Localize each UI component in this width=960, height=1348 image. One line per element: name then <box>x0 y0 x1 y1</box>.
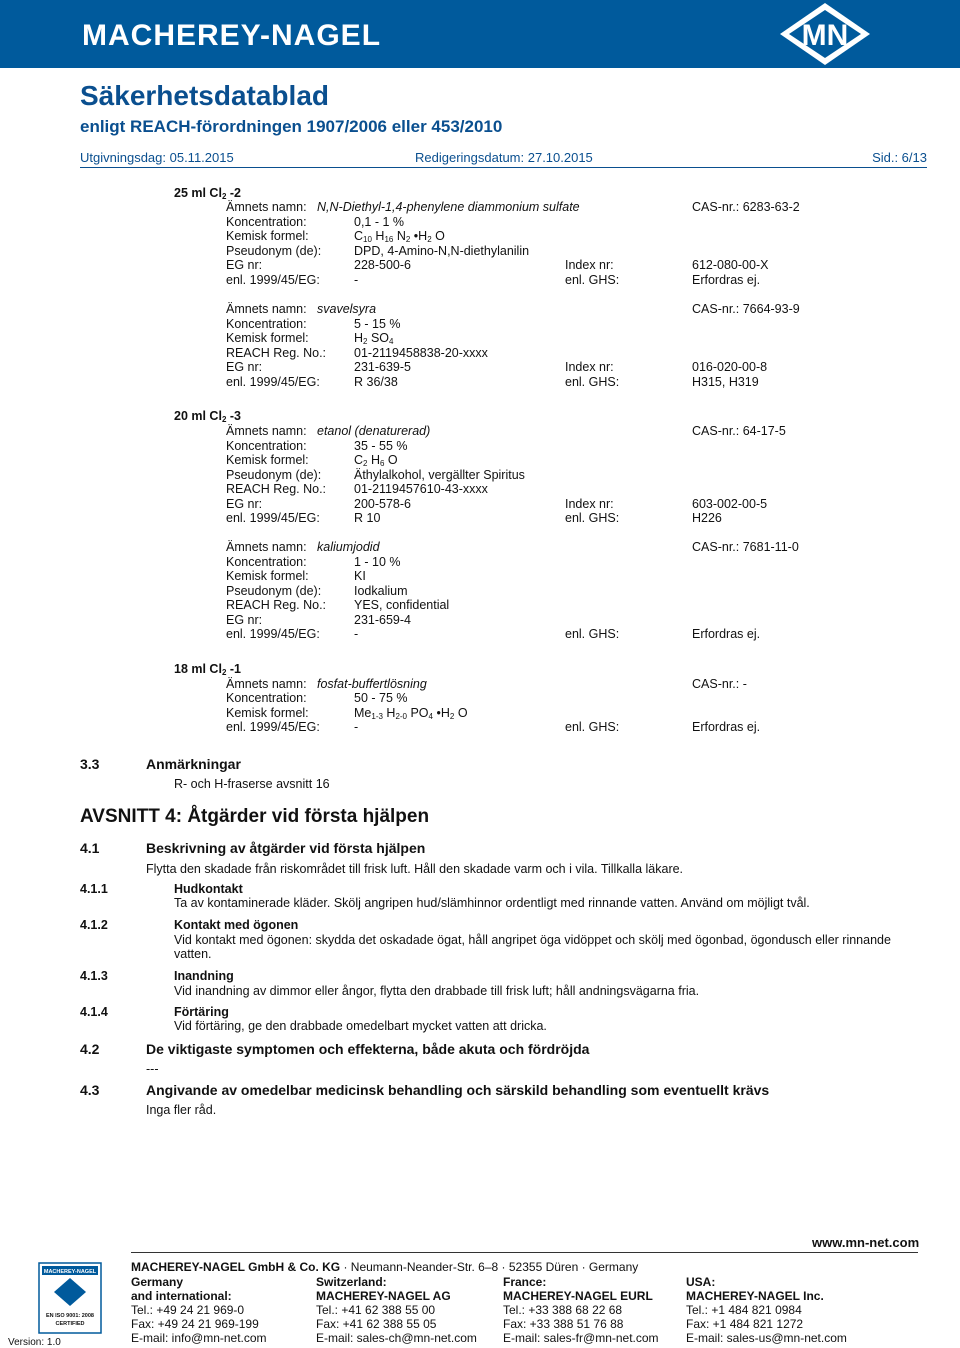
pseudonym-value: Iodkalium <box>354 584 408 598</box>
label-formula: Kemisk formel: <box>226 331 309 345</box>
cas-number: CAS-nr.: - <box>692 677 747 691</box>
subsection-text: Vid kontakt med ögonen: skydda det oskadade ögat, håll angripet öga vidöppet och skölj med ögonbad, ögondusch eller rinnande <box>174 933 891 947</box>
ghs-value: Erfordras ej. <box>692 273 761 287</box>
label-pseudonym: Pseudonym (de): <box>226 584 322 598</box>
subsection-title: Förtäring <box>174 1005 229 1019</box>
label-concentration: Koncentration: <box>226 439 307 453</box>
section-title: Angivande av omedelbar medicinsk behandling och särskild behandling som eventuellt krävs <box>146 1082 770 1098</box>
label-ghs: enl. GHS: <box>565 720 620 734</box>
footer-de-tel: Tel.: +49 24 21 969-0 <box>131 1303 245 1317</box>
footer-us-subheading: MACHEREY-NAGEL Inc. <box>686 1289 824 1303</box>
iso-certificate-icon <box>38 1262 102 1334</box>
footer-ch-email[interactable]: E-mail: sales-ch@mn-net.com <box>316 1331 477 1345</box>
eg-value: 200-578-6 <box>354 497 411 511</box>
label-name: Ämnets namn: <box>226 540 307 554</box>
formula-value: $C_{10}$ $H_{16}$ $N_2$ $•H_2$ O <box>354 229 445 244</box>
group-heading: 20 ml $Cl_2$ -3 <box>174 409 241 424</box>
svg-text:MACHEREY-NAGEL: MACHEREY-NAGEL <box>43 1269 97 1275</box>
label-pseudonym: Pseudonym (de): <box>226 244 322 258</box>
issue-date: Utgivningsdag: 05.11.2015 <box>80 150 234 165</box>
label-name: Ämnets namn: <box>226 200 307 214</box>
substance-name: etanol (denaturerad) <box>317 424 431 438</box>
r-phrase-value: - <box>354 273 359 287</box>
footer-us-email[interactable]: E-mail: sales-us@mn-net.com <box>686 1331 847 1345</box>
label-eg: EG nr: <box>226 497 263 511</box>
section-text: R- och H-fraserse avsnitt 16 <box>174 777 330 791</box>
concentration-value: 0,1 - 1 % <box>354 215 405 229</box>
footer-ch-fax: Fax: +41 62 388 55 05 <box>316 1317 437 1331</box>
label-1999: enl. 1999/45/EG: <box>226 627 320 641</box>
cas-number: CAS-nr.: 64-17-5 <box>692 424 786 438</box>
document-title: Säkerhetsdatablad <box>80 80 329 111</box>
footer-de-fax: Fax: +49 24 21 969-199 <box>131 1317 259 1331</box>
label-index: Index nr: <box>565 497 614 511</box>
label-1999: enl. 1999/45/EG: <box>226 511 320 525</box>
footer-fr-heading: France: <box>503 1275 547 1289</box>
label-formula: Kemisk formel: <box>226 229 309 243</box>
r-phrase-value: - <box>354 627 359 641</box>
footer-fr-tel: Tel.: +33 388 68 22 68 <box>503 1303 623 1317</box>
cas-number: CAS-nr.: 7664-93-9 <box>692 302 800 316</box>
label-formula: Kemisk formel: <box>226 453 309 467</box>
footer-de-subheading: and international: <box>131 1289 232 1303</box>
footer-de-heading: Germany <box>131 1275 184 1289</box>
section-title: Anmärkningar <box>146 756 241 772</box>
subsection-title: Kontakt med ögonen <box>174 918 299 932</box>
brand-name: MACHEREY-NAGEL <box>82 19 382 52</box>
cas-number: CAS-nr.: 7681-11-0 <box>692 540 799 554</box>
document-subtitle: enligt REACH-förordningen 1907/2006 eller 453/2010 <box>80 117 503 136</box>
subsection-text: vatten. <box>174 947 212 961</box>
avsnitt-heading: AVSNITT 4: Åtgärder vid första hjälpen <box>80 806 430 827</box>
label-eg: EG nr: <box>226 360 263 374</box>
formula-value: KI <box>354 569 366 583</box>
footer-ch-heading: Switzerland: <box>316 1275 387 1289</box>
concentration-value: 35 - 55 % <box>354 439 408 453</box>
footer-website[interactable]: www.mn-net.com <box>812 1235 920 1250</box>
index-value: 612-080-00-X <box>692 258 769 272</box>
ghs-value: H226 <box>692 511 722 525</box>
r-phrase-value: - <box>354 720 359 734</box>
label-reach: REACH Reg. No.: <box>226 482 327 496</box>
label-1999: enl. 1999/45/EG: <box>226 720 320 734</box>
label-formula: Kemisk formel: <box>226 569 309 583</box>
footer-fr-subheading: MACHEREY-NAGEL EURL <box>503 1289 653 1303</box>
section-number: 4.3 <box>80 1082 100 1098</box>
subsection-number: 4.1.1 <box>80 882 108 896</box>
pseudonym-value: Äthylalkohol, vergällter Spiritus <box>354 468 525 482</box>
footer-fr-email[interactable]: E-mail: sales-fr@mn-net.com <box>503 1331 659 1345</box>
substance-name: fosfat-buffertlösning <box>317 677 427 691</box>
ghs-value: Erfordras ej. <box>692 627 761 641</box>
formula-value: $C_2$ $H_6$ O <box>354 453 398 468</box>
eg-value: 231-639-5 <box>354 360 411 374</box>
reach-value: 01-2119458838-20-xxxx <box>354 346 488 360</box>
eg-value: 228-500-6 <box>354 258 411 272</box>
pseudonym-value: DPD, 4-Amino-N,N-diethylanilin <box>354 244 530 258</box>
label-name: Ämnets namn: <box>226 677 307 691</box>
eg-value: 231-659-4 <box>354 613 411 627</box>
group-heading: 18 ml $Cl_2$ -1 <box>174 662 241 677</box>
cas-number: CAS-nr.: 6283-63-2 <box>692 200 800 214</box>
index-value: 603-002-00-5 <box>692 497 768 511</box>
concentration-value: 5 - 15 % <box>354 317 401 331</box>
label-1999: enl. 1999/45/EG: <box>226 375 320 389</box>
footer-us-heading: USA: <box>686 1275 716 1289</box>
label-concentration: Koncentration: <box>226 555 307 569</box>
svg-text:EN ISO 9001: 2008: EN ISO 9001: 2008 <box>45 1313 95 1319</box>
footer-ch-subheading: MACHEREY-NAGEL AG <box>316 1289 451 1303</box>
label-index: Index nr: <box>565 360 614 374</box>
reach-value: YES, confidential <box>354 598 450 612</box>
concentration-value: 50 - 75 % <box>354 691 408 705</box>
page-number: Sid.: 6/13 <box>872 150 927 165</box>
label-reach: REACH Reg. No.: <box>226 346 327 360</box>
label-name: Ämnets namn: <box>226 302 307 316</box>
section-text: Inga fler råd. <box>146 1103 217 1117</box>
label-ghs: enl. GHS: <box>565 627 620 641</box>
label-pseudonym: Pseudonym (de): <box>226 468 322 482</box>
label-index: Index nr: <box>565 258 614 272</box>
ghs-value: H315, H319 <box>692 375 759 389</box>
group-heading: 25 ml $Cl_2$ -2 <box>174 186 241 201</box>
header-rule <box>80 167 927 168</box>
section-text: Flytta den skadade från riskområdet till frisk luft. Håll den skadade varm och i vila. Tillkalla läkare. <box>146 862 684 876</box>
substance-name: kaliumjodid <box>317 540 380 554</box>
index-value: 016-020-00-8 <box>692 360 768 374</box>
subsection-number: 4.1.4 <box>80 1005 108 1019</box>
label-concentration: Koncentration: <box>226 215 307 229</box>
section-number: 4.1 <box>80 840 100 856</box>
section-number: 4.2 <box>80 1041 100 1057</box>
subsection-title: Inandning <box>174 969 234 983</box>
ghs-value: Erfordras ej. <box>692 720 761 734</box>
substance-name: N,N-Diethyl-1,4-phenylene diammonium sulfate <box>317 200 580 214</box>
subsection-text: Ta av kontaminerade kläder. Skölj angripen hud/slämhinnor ordentligt med rinnande vatten. Använd om möjligt tvål. <box>174 896 810 910</box>
subsection-text: Vid förtäring, ge den drabbade omedelbart mycket vatten att dricka. <box>174 1019 547 1033</box>
footer-rule <box>131 1252 918 1253</box>
formula-value: $H_2$ $SO_4$ <box>354 331 394 346</box>
section-title: De viktigaste symptomen och effekterna, både akuta och fördröjda <box>146 1041 590 1057</box>
label-concentration: Koncentration: <box>226 317 307 331</box>
subsection-text: Vid inandning av dimmor eller ångor, flytta den drabbade till frisk luft; håll andningsvägarna fria. <box>174 984 700 998</box>
logo-text: MN <box>801 19 849 52</box>
footer-ch-tel: Tel.: +41 62 388 55 00 <box>316 1303 436 1317</box>
subsection-number: 4.1.3 <box>80 969 108 983</box>
label-formula: Kemisk formel: <box>226 706 309 720</box>
footer-us-tel: Tel.: +1 484 821 0984 <box>686 1303 802 1317</box>
formula-value: $Me_{1-3}$ $H_{2-0}$ $PO_4$ $•H_2$ O <box>354 706 468 721</box>
footer-company-line: MACHEREY-NAGEL GmbH & Co. KG · Neumann-Neander-Str. 6–8 · 52355 Düren · Germany <box>131 1260 639 1274</box>
svg-text:CERTIFIED: CERTIFIED <box>55 1321 85 1327</box>
r-phrase-value: R 36/38 <box>354 375 398 389</box>
label-name: Ämnets namn: <box>226 424 307 438</box>
label-ghs: enl. GHS: <box>565 511 620 525</box>
r-phrase-value: R 10 <box>354 511 381 525</box>
subsection-title: Hudkontakt <box>174 882 243 896</box>
mn-logo-icon <box>779 2 871 66</box>
footer-us-fax: Fax: +1 484 821 1272 <box>686 1317 804 1331</box>
revision-date: Redigeringsdatum: 27.10.2015 <box>415 150 593 165</box>
label-reach: REACH Reg. No.: <box>226 598 327 612</box>
version-label: Version: 1.0 <box>8 1337 61 1348</box>
footer-fr-fax: Fax: +33 388 51 76 88 <box>503 1317 624 1331</box>
footer-de-email[interactable]: E-mail: info@mn-net.com <box>131 1331 267 1345</box>
concentration-value: 1 - 10 % <box>354 555 401 569</box>
label-concentration: Koncentration: <box>226 691 307 705</box>
label-eg: EG nr: <box>226 613 263 627</box>
section-number: 3.3 <box>80 756 100 772</box>
label-eg: EG nr: <box>226 258 263 272</box>
label-1999: enl. 1999/45/EG: <box>226 273 320 287</box>
substance-name: svavelsyra <box>317 302 377 316</box>
subsection-number: 4.1.2 <box>80 918 108 932</box>
label-ghs: enl. GHS: <box>565 273 620 287</box>
section-text: --- <box>146 1062 159 1076</box>
reach-value: 01-2119457610-43-xxxx <box>354 482 488 496</box>
section-title: Beskrivning av åtgärder vid första hjälpen <box>146 840 426 856</box>
label-ghs: enl. GHS: <box>565 375 620 389</box>
